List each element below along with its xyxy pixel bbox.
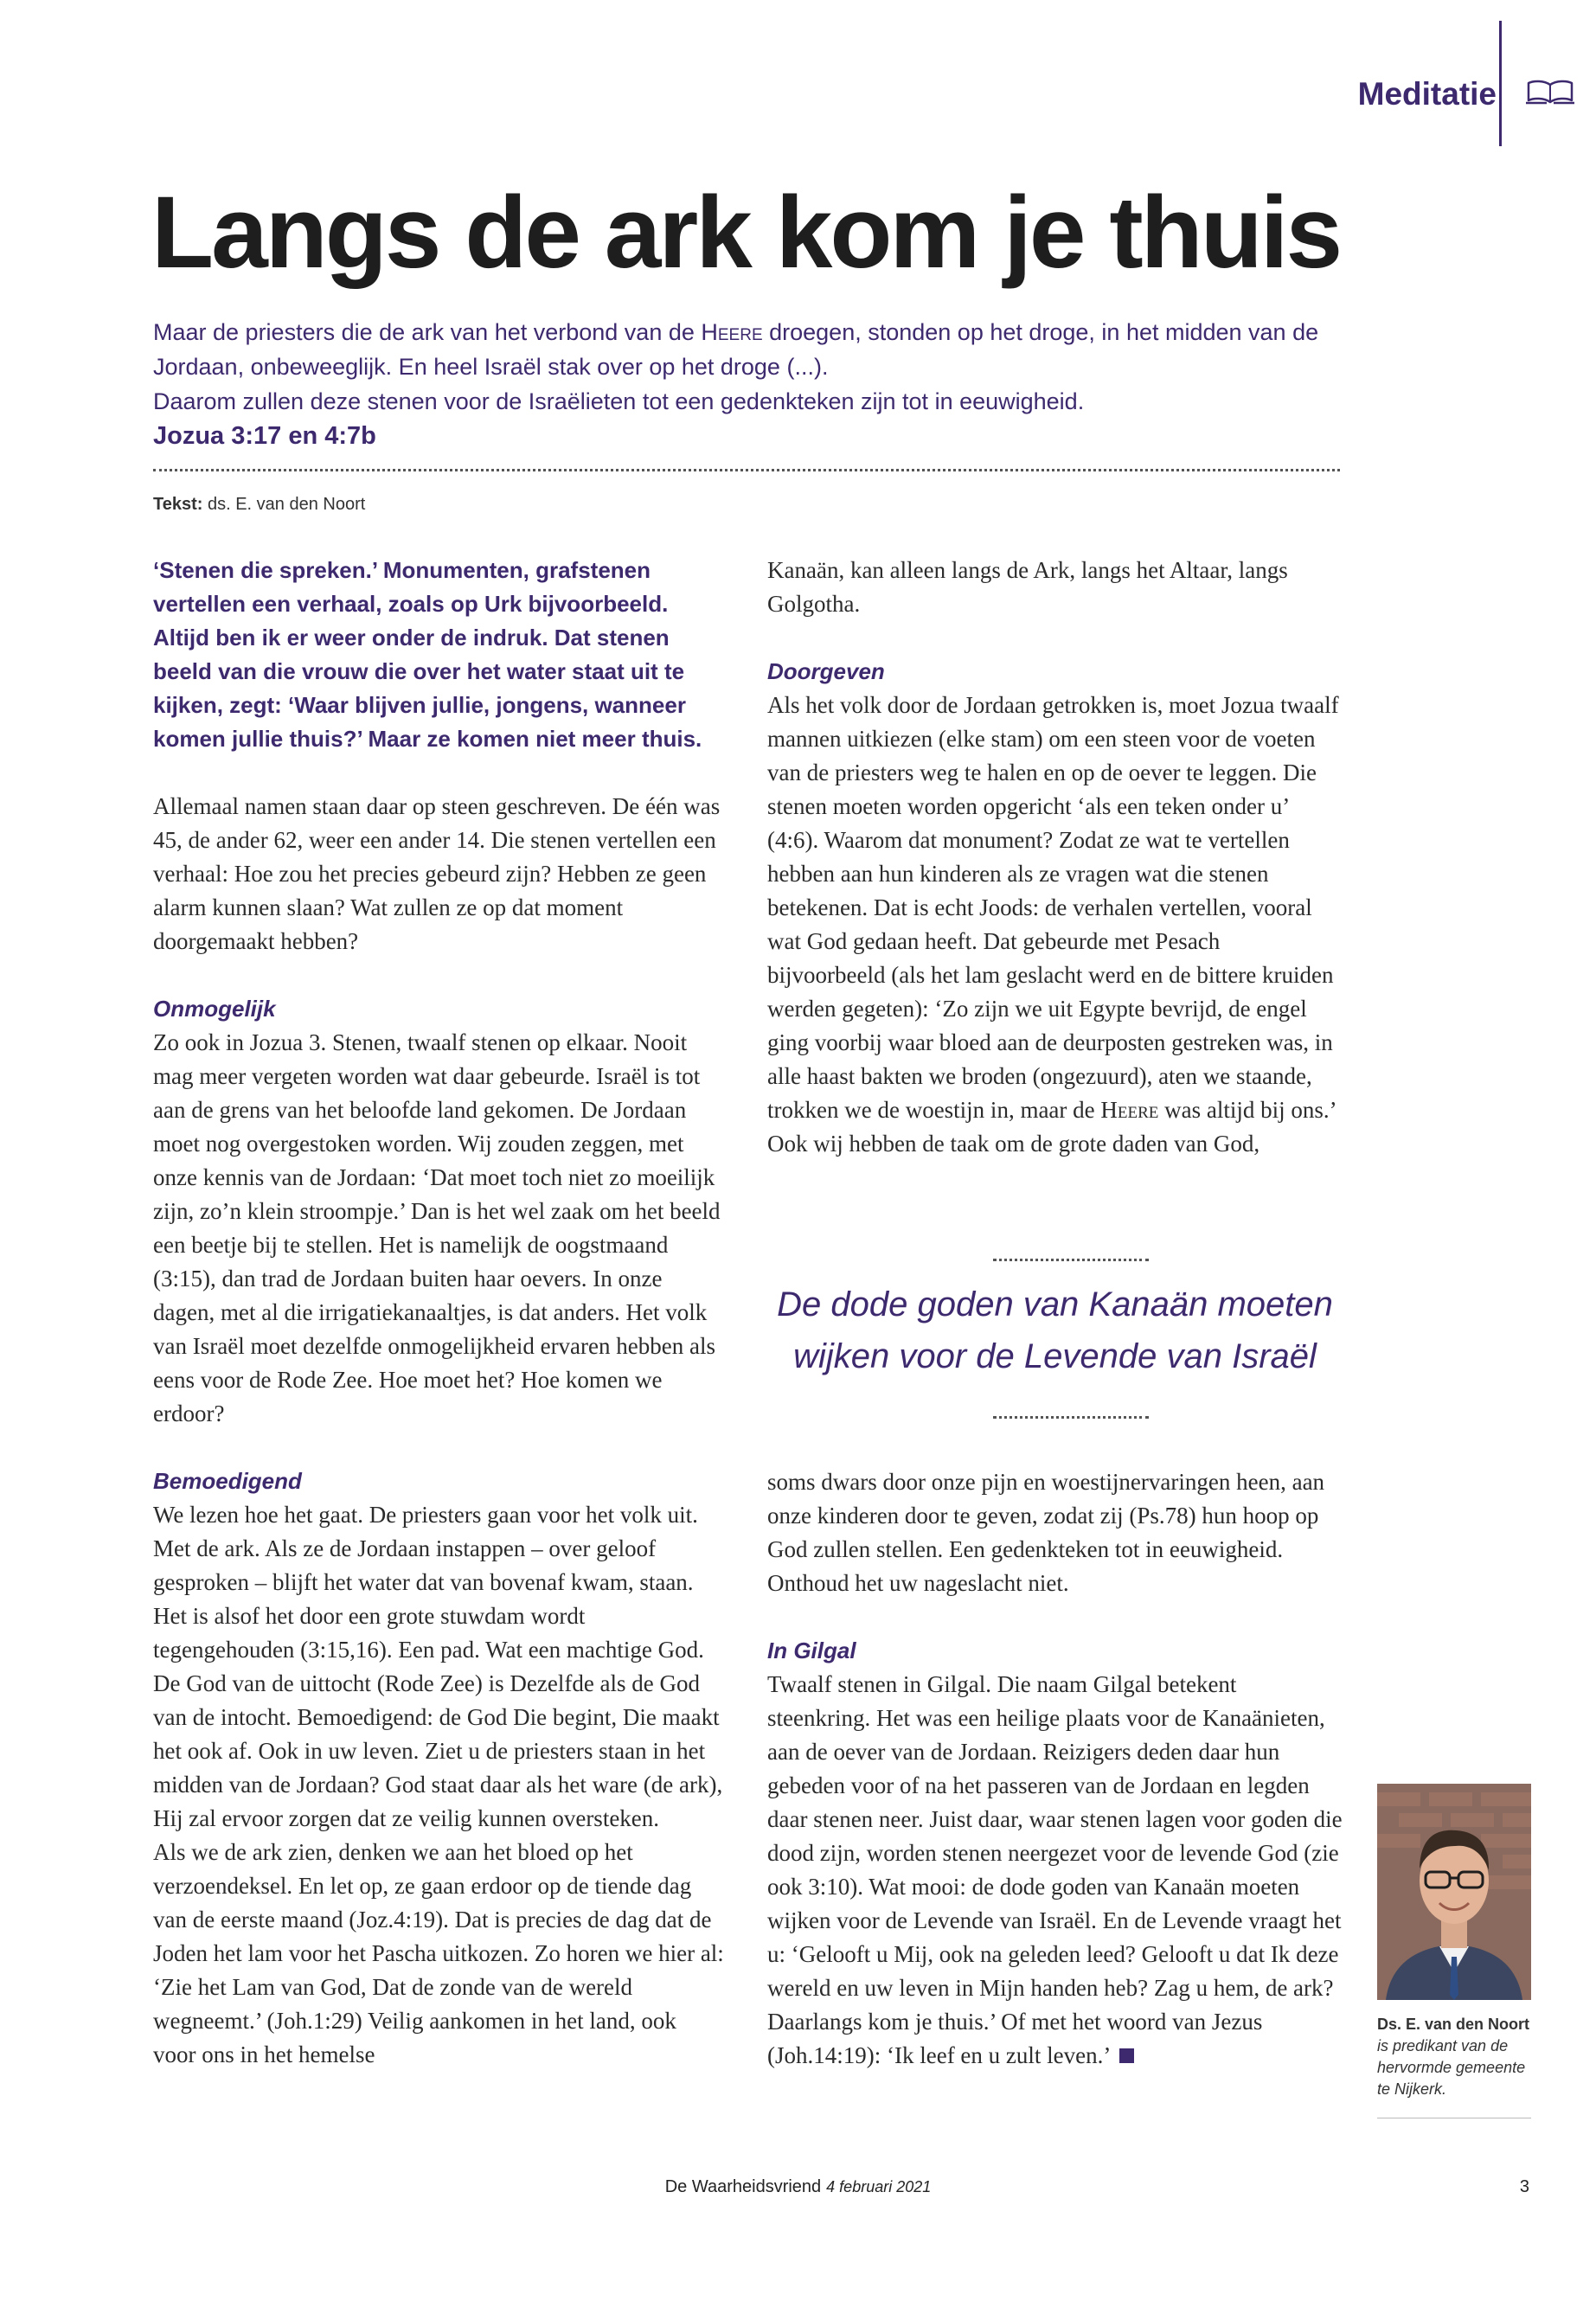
article-title: Langs de ark kom je thuis xyxy=(151,176,1341,290)
issue-date: 4 februari 2021 xyxy=(826,2178,932,2195)
paragraph: Twaalf stenen in Gilgal. Die naam Gilgal betekent steenkring. Het was een heilige plaats voor de Kanaänieten, aan de oever van de Jordaan. Reizigers deden daar hun gebeden voor of na het passeren van de Jordaan en legden daar stenen neer. Juist daar, waar stenen lagen voor goden die dood zijn, worden stenen neergezet voor de levende God (zie ook 3:10). Wat mooi: de dode goden van Kanaän moeten wijken voor de Levende van Israël. En de Levende vraagt het u: ‘Gelooft u Mij, ook na geleden leed? Gelooft u dat Ik deze wereld en uw leven in Mijn handen heb? Zag u hem, de ark? Daarlangs kom je thuis.’ Of met het woord van Jezus (Joh.14:19): ‘Ik leef en u zult leven.’ xyxy=(767,1671,1343,2068)
paragraph: Kanaän, kan alleen langs de Ark, langs het Altaar, langs Golgotha. xyxy=(767,557,1288,617)
author-photo xyxy=(1377,1784,1531,2000)
paragraph: soms dwars door onze pijn en woestijnervaringen heen, aan onze kinderen door te geven, zodat zij (Ps.78) hun hoop op God zullen stellen. Een gedenkteken tot in eeuwigheid. Onthoud het uw nageslacht niet. xyxy=(767,1469,1325,1596)
footer xyxy=(0,2177,1596,2197)
intro-text-2: Daarom zullen deze stenen voor de Israëlieten tot een gedenkteken zijn tot in eeuwigheid. xyxy=(153,388,1085,414)
subheading-bemoedigend: Bemoedigend xyxy=(153,1468,302,1494)
paragraph: Allemaal namen staan daar op steen geschreven. De één was 45, de ander 62, weer een ander 14. Die stenen vertellen een verhaal: Hoe zou het precies gebeurd zijn? Hebben ze geen alarm kunnen slaan? Wat zullen ze op dat moment doorgemaakt hebben? xyxy=(153,793,721,954)
pull-quote: De dode goden van Kanaän moeten wijken voor de Levende van Israël xyxy=(777,1285,1333,1375)
pull-quote-divider-top xyxy=(993,1259,1149,1261)
paragraph: Ook wij hebben de taak om de grote daden van God, xyxy=(767,1131,1260,1157)
author-name: Ds. E. van den Noort xyxy=(1377,2016,1530,2033)
end-mark-icon xyxy=(1119,2048,1134,2063)
dotted-divider xyxy=(153,469,1340,471)
open-book-icon xyxy=(1525,80,1575,106)
magazine-name: De Waarheidsvriend xyxy=(664,2177,822,2196)
paragraph: Als we de ark zien, denken we aan het bloed op het verzoendeksel. En let op, ze gaan erdoor op de tiende dag van de eerste maand (Joz.4:19). Dat is precies de dag dat de Joden het lam voor het Pascha uitkozen. Zo horen we hier al: ‘Zie het Lam van God, Dat de zonde van de wereld wegneemt.’ (Joh.1:29) Veilig aankomen in het land, ook voor ons in het hemelse xyxy=(153,1839,724,2067)
column-right-top xyxy=(767,554,1343,1161)
subheading-doorgeven: Doorgeven xyxy=(767,658,885,684)
author-description: is predikant van de hervormde gemeente te Nijkerk. xyxy=(1377,2037,1526,2098)
byline: Tekst: ds. E. van den Noort xyxy=(153,495,366,514)
header-divider xyxy=(1499,21,1502,146)
paragraph: Als het volk door de Jordaan getrokken is, moet Jozua twaalf mannen uitkiezen (elke stam) om een steen voor de voeten van de priesters weg te halen en op de oever te leggen. Die stenen moeten worden opgericht ‘als een teken onder u’ (4:6). Waarom dat monument? Zodat ze wat te vertellen hebben aan hun kinderen als ze vragen wat die stenen betekenen. Dat is echt Joods: de verhalen vertellen, vooral wat God gedaan heeft. Dat gebeurde met Pesach bijvoorbeeld (als het lam geslacht werd en de bittere kruiden werden gegeten): ‘Zo zijn we uit Egypte bevrijd, de engel ging voorbij waar bloed aan de deurposten gestreken was, in alle haast bakten we broden (ongezuurd), aten we staande, trokken we de woestijn in, maar de Heere was altijd bij ons.’ xyxy=(767,692,1339,1123)
pull-quote-divider-bottom xyxy=(993,1416,1149,1419)
paragraph: Zo ook in Jozua 3. Stenen, twaalf stenen op elkaar. Nooit mag meer vergeten worden wat daar gebeurde. Israël is tot aan de grens van het beloofde land gekomen. De Jordaan moet nog overgestoken worden. Wij zouden zeggen, met onze kennis van de Jordaan: ‘Dat moet toch niet zo moeilijk zijn, zo’n klein stroompje.’ Dan is het wel zaak om het beeld een beetje bij te stellen. Het is namelijk de oogstmaand (3:15), dan trad de Jordaan buiten haar oevers. In onze dagen, met al die irrigatiekanaaltjes, is dat anders. Het volk van Israël moet dezelfde onmogelijkheid ervaren hebben als eens voor de Rode Zee. Hoe moet het? Hoe komen we erdoor? xyxy=(153,1029,721,1426)
intro-text-1: Maar de priesters die de ark van het verbond van de Heere droegen, stonden op het droge, in het midden van de Jordaan, onbeweeglijk. En heel Israël stak over op het droge (...). xyxy=(153,319,1319,380)
column-right-bottom xyxy=(767,1465,1343,2073)
paragraph: We lezen hoe het gaat. De priesters gaan voor het volk uit. Met de ark. Als ze de Jordaan instappen – over geloof gesproken – blijft het water dat van bovenaf kwam, staan. Het is alsof het door een grote stuwdam wordt tegengehouden (3:15,16). Een pad. Wat een machtige God. De God van de uittocht (Rode Zee) is Dezelfde als de God van de intocht. Bemoedigend: de God Die begint, Die maakt het ook af. Ook in uw leven. Ziet u de priesters staan in het midden van de Jordaan? God staat daar als het ware (de ark), Hij zal ervoor zorgen dat ze veilig kunnen oversteken. xyxy=(153,1502,723,1831)
author-caption xyxy=(1377,2014,1531,2100)
scripture-reference: Jozua 3:17 en 4:7b xyxy=(153,422,376,450)
subheading-onmogelijk: Onmogelijk xyxy=(153,996,276,1022)
column-left xyxy=(153,554,724,2072)
section-label: Meditatie xyxy=(1357,76,1497,112)
page-number: 3 xyxy=(1519,2177,1529,2196)
lead-paragraph: ‘Stenen die spreken.’ Monumenten, grafstenen vertellen een verhaal, zoals op Urk bijvoorbeeld. Altijd ben ik er weer onder de indruk. Dat stenen beeld van die vrouw die over het water staat uit te kijken, zegt: ‘Waar blijven jullie, jongens, wanneer komen jullie thuis?’ Maar ze komen niet meer thuis. xyxy=(153,557,702,752)
intro-scripture xyxy=(153,315,1356,453)
subheading-in-gilgal: In Gilgal xyxy=(767,1638,856,1663)
